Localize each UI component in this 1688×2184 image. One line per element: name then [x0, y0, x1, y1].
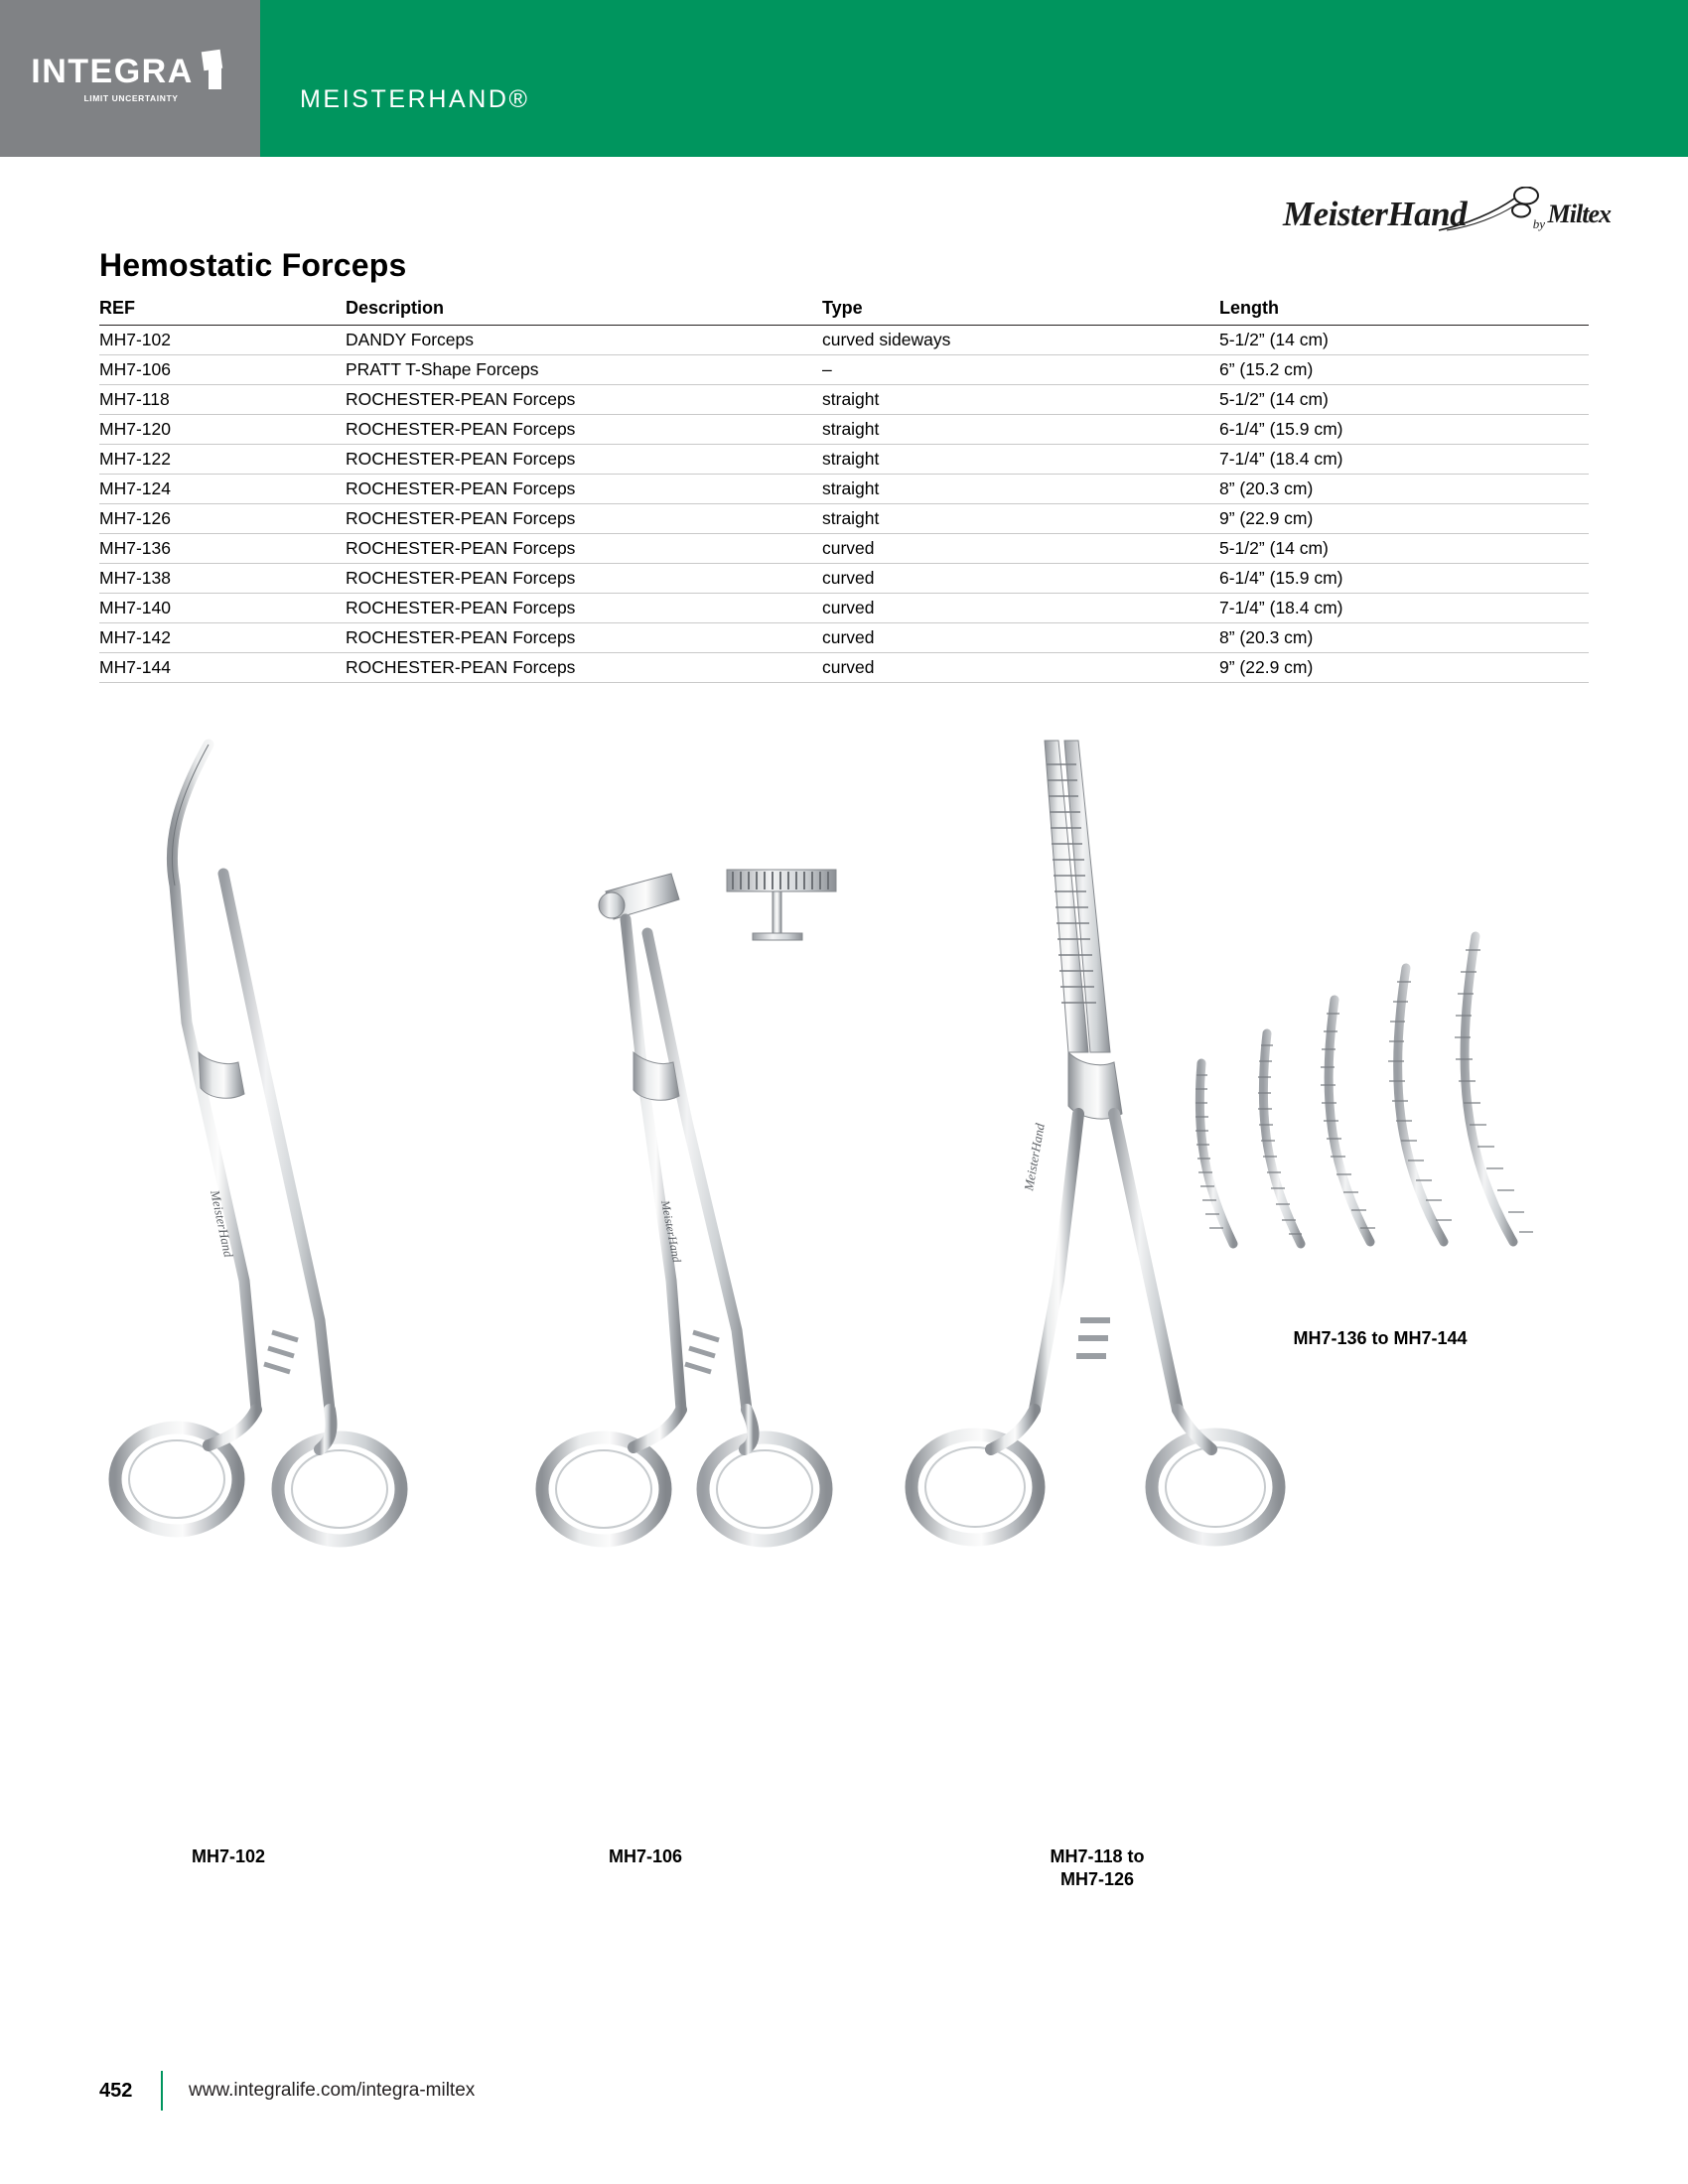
figure-mh7-102 [60, 725, 457, 1837]
table-cell-description: ROCHESTER-PEAN Forceps [346, 415, 822, 445]
table-cell-length: 6-1/4” (15.9 cm) [1219, 415, 1589, 445]
table-cell-ref: MH7-140 [99, 594, 346, 623]
table-row [99, 445, 1589, 475]
integra-mark-icon [200, 51, 229, 90]
table-cell-type: curved [822, 594, 1219, 623]
table-row [99, 534, 1589, 564]
table-cell-description: ROCHESTER-PEAN Forceps [346, 445, 822, 475]
miltex-wordmark: Miltex [1547, 200, 1611, 228]
figure-mh7-106-detail [727, 870, 836, 940]
table-cell-ref: MH7-106 [99, 355, 346, 385]
table-cell-length: 7-1/4” (18.4 cm) [1219, 594, 1589, 623]
table-cell-type: straight [822, 504, 1219, 534]
table-cell-length: 5-1/2” (14 cm) [1219, 326, 1589, 355]
figure-caption-mh7-118-to-126: MH7-118 to MH7-126 [1050, 1846, 1145, 1890]
table-cell-description: ROCHESTER-PEAN Forceps [346, 504, 822, 534]
table-cell-description: ROCHESTER-PEAN Forceps [346, 534, 822, 564]
table-cell-type: straight [822, 475, 1219, 504]
table-cell-ref: MH7-144 [99, 653, 346, 683]
table-row [99, 385, 1589, 415]
table-cell-description: DANDY Forceps [346, 326, 822, 355]
table-cell-length: 6” (15.2 cm) [1219, 355, 1589, 385]
table-row [99, 326, 1589, 355]
table-cell-type: curved [822, 623, 1219, 653]
table-row [99, 355, 1589, 385]
table-cell-length: 5-1/2” (14 cm) [1219, 385, 1589, 415]
header-section-title: MEISTERHAND® [300, 85, 530, 113]
illustration-area [0, 695, 1688, 1946]
table-row [99, 564, 1589, 594]
table-cell-length: 9” (22.9 cm) [1219, 653, 1589, 683]
meisterhand-logo [1283, 187, 1611, 242]
table-cell-length: 8” (20.3 cm) [1219, 475, 1589, 504]
table-cell-ref: MH7-138 [99, 564, 346, 594]
column-header-ref: REF [99, 298, 346, 326]
figure-caption-mh7-136-to-144: MH7-136 to MH7-144 [1293, 1328, 1468, 1348]
scissors-swoosh-icon [1437, 187, 1546, 232]
table-cell-description: ROCHESTER-PEAN Forceps [346, 594, 822, 623]
figure-caption-mh7-106: MH7-106 [608, 1846, 683, 1866]
table-cell-ref: MH7-136 [99, 534, 346, 564]
table-row [99, 623, 1589, 653]
integra-logo [0, 0, 260, 157]
table-cell-description: PRATT T-Shape Forceps [346, 355, 822, 385]
footer-url: www.integralife.com/integra-miltex [189, 2080, 476, 2101]
column-header-type: Type [822, 298, 1219, 326]
table-cell-type: straight [822, 385, 1219, 415]
page-header [0, 0, 1688, 157]
table-row [99, 594, 1589, 623]
table-cell-type: straight [822, 445, 1219, 475]
meisterhand-by: by [1532, 216, 1545, 231]
table-cell-description: ROCHESTER-PEAN Forceps [346, 653, 822, 683]
table-cell-ref: MH7-102 [99, 326, 346, 355]
integra-wordmark: INTEGRA [31, 52, 194, 90]
table-cell-type: curved sideways [822, 326, 1219, 355]
table-cell-description: ROCHESTER-PEAN Forceps [346, 564, 822, 594]
table-cell-description: ROCHESTER-PEAN Forceps [346, 385, 822, 415]
column-header-description: Description [346, 298, 822, 326]
table-header-row [99, 298, 1589, 326]
footer-divider [161, 2071, 163, 2111]
integra-logo-row [31, 52, 229, 90]
table-cell-ref: MH7-118 [99, 385, 346, 415]
svg-text:MeisterHand: MeisterHand [658, 1198, 684, 1264]
table-row [99, 475, 1589, 504]
table-row [99, 504, 1589, 534]
table-cell-length: 6-1/4” (15.9 cm) [1219, 564, 1589, 594]
figure-caption-mh7-102: MH7-102 [191, 1846, 266, 1866]
page-number: 452 [99, 2079, 133, 2102]
table-cell-type: straight [822, 415, 1219, 445]
page-title: Hemostatic Forceps [99, 247, 407, 284]
meisterhand-name: MeisterHand [1283, 195, 1468, 233]
product-table [99, 298, 1589, 683]
table-row [99, 653, 1589, 683]
table-cell-length: 7-1/4” (18.4 cm) [1219, 445, 1589, 475]
table-cell-length: 5-1/2” (14 cm) [1219, 534, 1589, 564]
integra-tagline: LIMIT UNCERTAINTY [83, 92, 179, 103]
table-cell-description: ROCHESTER-PEAN Forceps [346, 623, 822, 653]
svg-text:MeisterHand: MeisterHand [208, 1188, 237, 1259]
table-cell-description: ROCHESTER-PEAN Forceps [346, 475, 822, 504]
table-header [99, 298, 1589, 326]
column-header-length: Length [1219, 298, 1589, 326]
table-cell-ref: MH7-120 [99, 415, 346, 445]
table-cell-type: curved [822, 564, 1219, 594]
table-cell-ref: MH7-126 [99, 504, 346, 534]
page-footer [99, 2067, 1589, 2115]
table-row [99, 415, 1589, 445]
table-cell-ref: MH7-142 [99, 623, 346, 653]
table-cell-length: 9” (22.9 cm) [1219, 504, 1589, 534]
svg-text:MeisterHand: MeisterHand [1021, 1122, 1048, 1192]
table-cell-ref: MH7-122 [99, 445, 346, 475]
table-cell-length: 8” (20.3 cm) [1219, 623, 1589, 653]
table-cell-type: curved [822, 653, 1219, 683]
figure-mh7-136-to-144 [1172, 888, 1688, 1335]
table-cell-ref: MH7-124 [99, 475, 346, 504]
table-body [99, 326, 1589, 683]
table-cell-type: curved [822, 534, 1219, 564]
figure-mh7-106 [477, 725, 874, 1837]
table-cell-type: – [822, 355, 1219, 385]
